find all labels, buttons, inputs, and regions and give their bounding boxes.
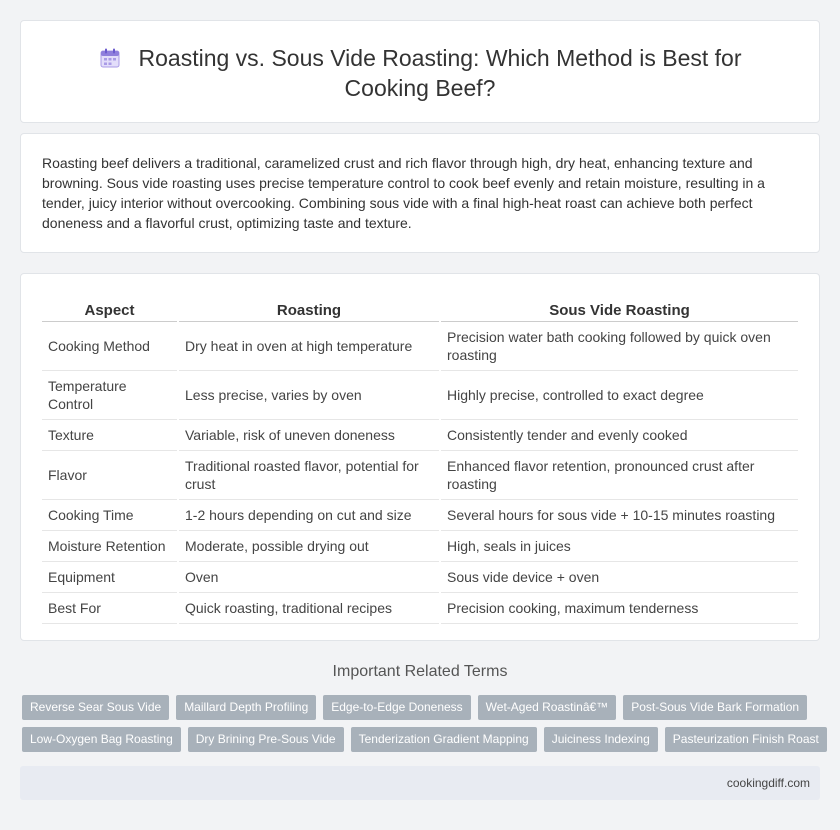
table-cell-roasting: Less precise, varies by oven bbox=[178, 370, 440, 419]
title-card bbox=[20, 20, 820, 123]
tag-pasteurization-finish-roast[interactable]: Pasteurization Finish Roast bbox=[665, 727, 827, 752]
tag-reverse-sear-sous-vide[interactable]: Reverse Sear Sous Vide bbox=[22, 695, 169, 720]
header-aspect: Aspect bbox=[42, 294, 178, 321]
intro-paragraph: Roasting beef delivers a traditional, caramelized crust and rich flavor through high, dry heat, enhancing texture and browning. Sous vide roasting uses precise temperature control to cook beef evenly and retain moisture, resulting in a tender, juicy interior without overcooking. Combining sous vide with a final high-heat roast can achieve both perfect doneness and a flavorful crust, optimizing taste and texture. bbox=[42, 155, 765, 231]
table-row bbox=[42, 321, 798, 370]
tag-edge-to-edge-doneness[interactable]: Edge-to-Edge Doneness bbox=[323, 695, 470, 720]
table-cell-aspect: Equipment bbox=[42, 561, 178, 592]
table-cell-sous-vide: Enhanced flavor retention, pronounced crust after roasting bbox=[440, 450, 798, 499]
table-row bbox=[42, 530, 798, 561]
table-cell-aspect: Best For bbox=[42, 592, 178, 623]
page-title bbox=[21, 21, 819, 103]
table-cell-aspect: Cooking Method bbox=[42, 321, 178, 370]
table-cell-aspect: Texture bbox=[42, 419, 178, 450]
table-cell-roasting: Moderate, possible drying out bbox=[178, 530, 440, 561]
tag-low-oxygen-bag-roasting[interactable]: Low-Oxygen Bag Roasting bbox=[22, 727, 181, 752]
page-title-text: Roasting vs. Sous Vide Roasting: Which Method is Best for Cooking Beef? bbox=[138, 45, 742, 101]
tag-row bbox=[22, 695, 822, 720]
table-row bbox=[42, 419, 798, 450]
tag-tenderization-gradient-mapping[interactable]: Tenderization Gradient Mapping bbox=[351, 727, 537, 752]
table-cell-sous-vide: Precision water bath cooking followed by quick oven roasting bbox=[440, 321, 798, 370]
table-cell-sous-vide: Precision cooking, maximum tenderness bbox=[440, 592, 798, 623]
table-cell-roasting: 1-2 hours depending on cut and size bbox=[178, 499, 440, 530]
related-terms-tags bbox=[22, 695, 822, 759]
header-sous-vide-roasting: Sous Vide Roasting bbox=[440, 294, 798, 321]
table-cell-aspect: Cooking Time bbox=[42, 499, 178, 530]
table-cell-sous-vide: Highly precise, controlled to exact degree bbox=[440, 370, 798, 419]
tag-juiciness-indexing[interactable]: Juiciness Indexing bbox=[544, 727, 658, 752]
footer bbox=[20, 766, 820, 800]
intro-card bbox=[20, 133, 820, 253]
table-row bbox=[42, 499, 798, 530]
tag-maillard-depth-profiling[interactable]: Maillard Depth Profiling bbox=[176, 695, 316, 720]
tag-wet-aged-roasting[interactable]: Wet-Aged Roastinâ€™ bbox=[478, 695, 617, 720]
tag-post-sous-vide-bark-formation[interactable]: Post-Sous Vide Bark Formation bbox=[623, 695, 807, 720]
table-cell-sous-vide: High, seals in juices bbox=[440, 530, 798, 561]
tag-dry-brining-pre-sous-vide[interactable]: Dry Brining Pre-Sous Vide bbox=[188, 727, 344, 752]
header-roasting: Roasting bbox=[178, 294, 440, 321]
table-cell-roasting: Quick roasting, traditional recipes bbox=[178, 592, 440, 623]
footer-site-link[interactable]: cookingdiff.com bbox=[726, 776, 810, 790]
table-cell-roasting: Traditional roasted flavor, potential for crust bbox=[178, 450, 440, 499]
calendar-icon bbox=[99, 47, 121, 69]
table-header-row bbox=[42, 294, 798, 321]
table-row bbox=[42, 561, 798, 592]
table-row bbox=[42, 370, 798, 419]
table-cell-roasting: Oven bbox=[178, 561, 440, 592]
table-cell-roasting: Variable, risk of uneven doneness bbox=[178, 419, 440, 450]
table-cell-roasting: Dry heat in oven at high temperature bbox=[178, 321, 440, 370]
table-row bbox=[42, 592, 798, 623]
table-cell-aspect: Moisture Retention bbox=[42, 530, 178, 561]
table-cell-aspect: Flavor bbox=[42, 450, 178, 499]
table-row bbox=[42, 450, 798, 499]
table-cell-sous-vide: Consistently tender and evenly cooked bbox=[440, 419, 798, 450]
table-cell-aspect: Temperature Control bbox=[42, 370, 178, 419]
comparison-table bbox=[42, 294, 798, 624]
related-terms-heading: Important Related Terms bbox=[332, 663, 508, 680]
comparison-table-card bbox=[20, 273, 820, 641]
table-cell-sous-vide: Sous vide device + oven bbox=[440, 561, 798, 592]
table-cell-sous-vide: Several hours for sous vide + 10-15 minutes roasting bbox=[440, 499, 798, 530]
tag-row bbox=[22, 727, 822, 752]
